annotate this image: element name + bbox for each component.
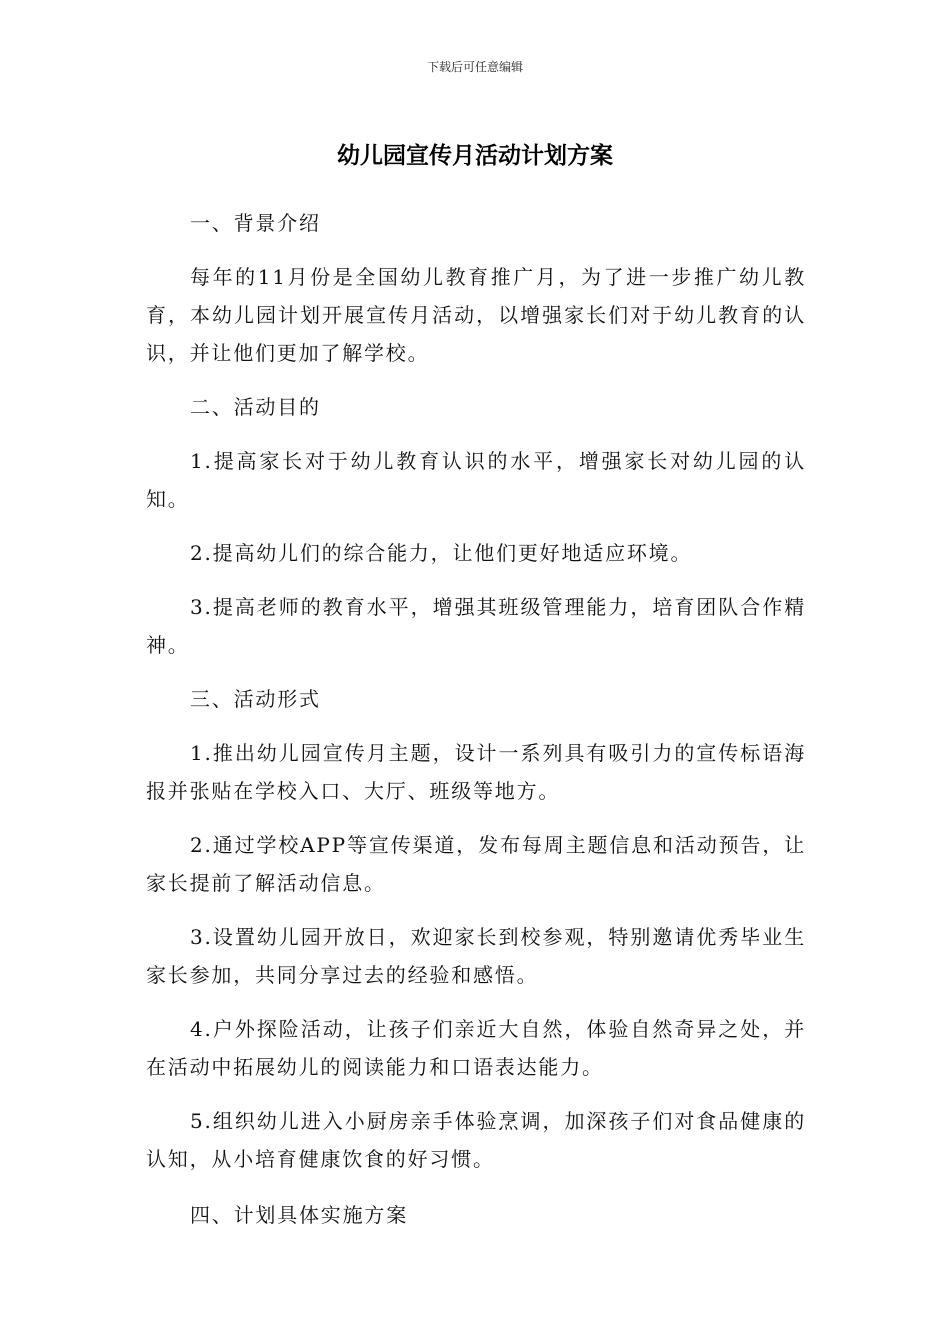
section-heading-purpose: 二、活动目的 (190, 395, 321, 419)
header-note: 下载后可任意编辑 (426, 60, 523, 74)
paragraph-purpose-3: 3.提高老师的教育水平，增强其班级管理能力，培育团队合作精神。 (146, 595, 806, 657)
section-heading-implementation: 四、计划具体实施方案 (190, 1203, 408, 1227)
paragraph-format-4: 4.户外探险活动，让孩子们亲近大自然，体验自然奇异之处，并在活动中拓展幼儿的阅读能力和口语表达能力。 (146, 1017, 806, 1079)
page-title: 幼儿园宣传月活动计划方案 (337, 143, 613, 169)
paragraph-background: 每年的11月份是全国幼儿教育推广月，为了进一步推广幼儿教育，本幼儿园计划开展宣传月活动，以增强家长们对于幼儿教育的认识，并让他们更加了解学校。 (146, 265, 806, 365)
section-heading-background: 一、背景介绍 (190, 211, 321, 235)
paragraph-format-5: 5.组织幼儿进入小厨房亲手体验烹调，加深孩子们对食品健康的认知，从小培育健康饮食的好习惯。 (146, 1109, 806, 1171)
paragraph-format-1: 1.推出幼儿园宣传月主题，设计一系列具有吸引力的宣传标语海报并张贴在学校入口、大厅、班级等地方。 (146, 741, 806, 803)
paragraph-purpose-2: 2.提高幼儿们的综合能力，让他们更好地适应环境。 (190, 541, 693, 565)
paragraph-format-3: 3.设置幼儿园开放日，欢迎家长到校参观，特别邀请优秀毕业生家长参加，共同分享过去的经验和感悟。 (146, 925, 806, 987)
paragraph-format-2: 2.通过学校APP等宣传渠道，发布每周主题信息和活动预告，让家长提前了解活动信息。 (146, 833, 806, 895)
paragraph-purpose-1: 1.提高家长对于幼儿教育认识的水平，增强家长对幼儿园的认知。 (146, 449, 806, 511)
section-heading-format: 三、活动形式 (190, 687, 321, 711)
